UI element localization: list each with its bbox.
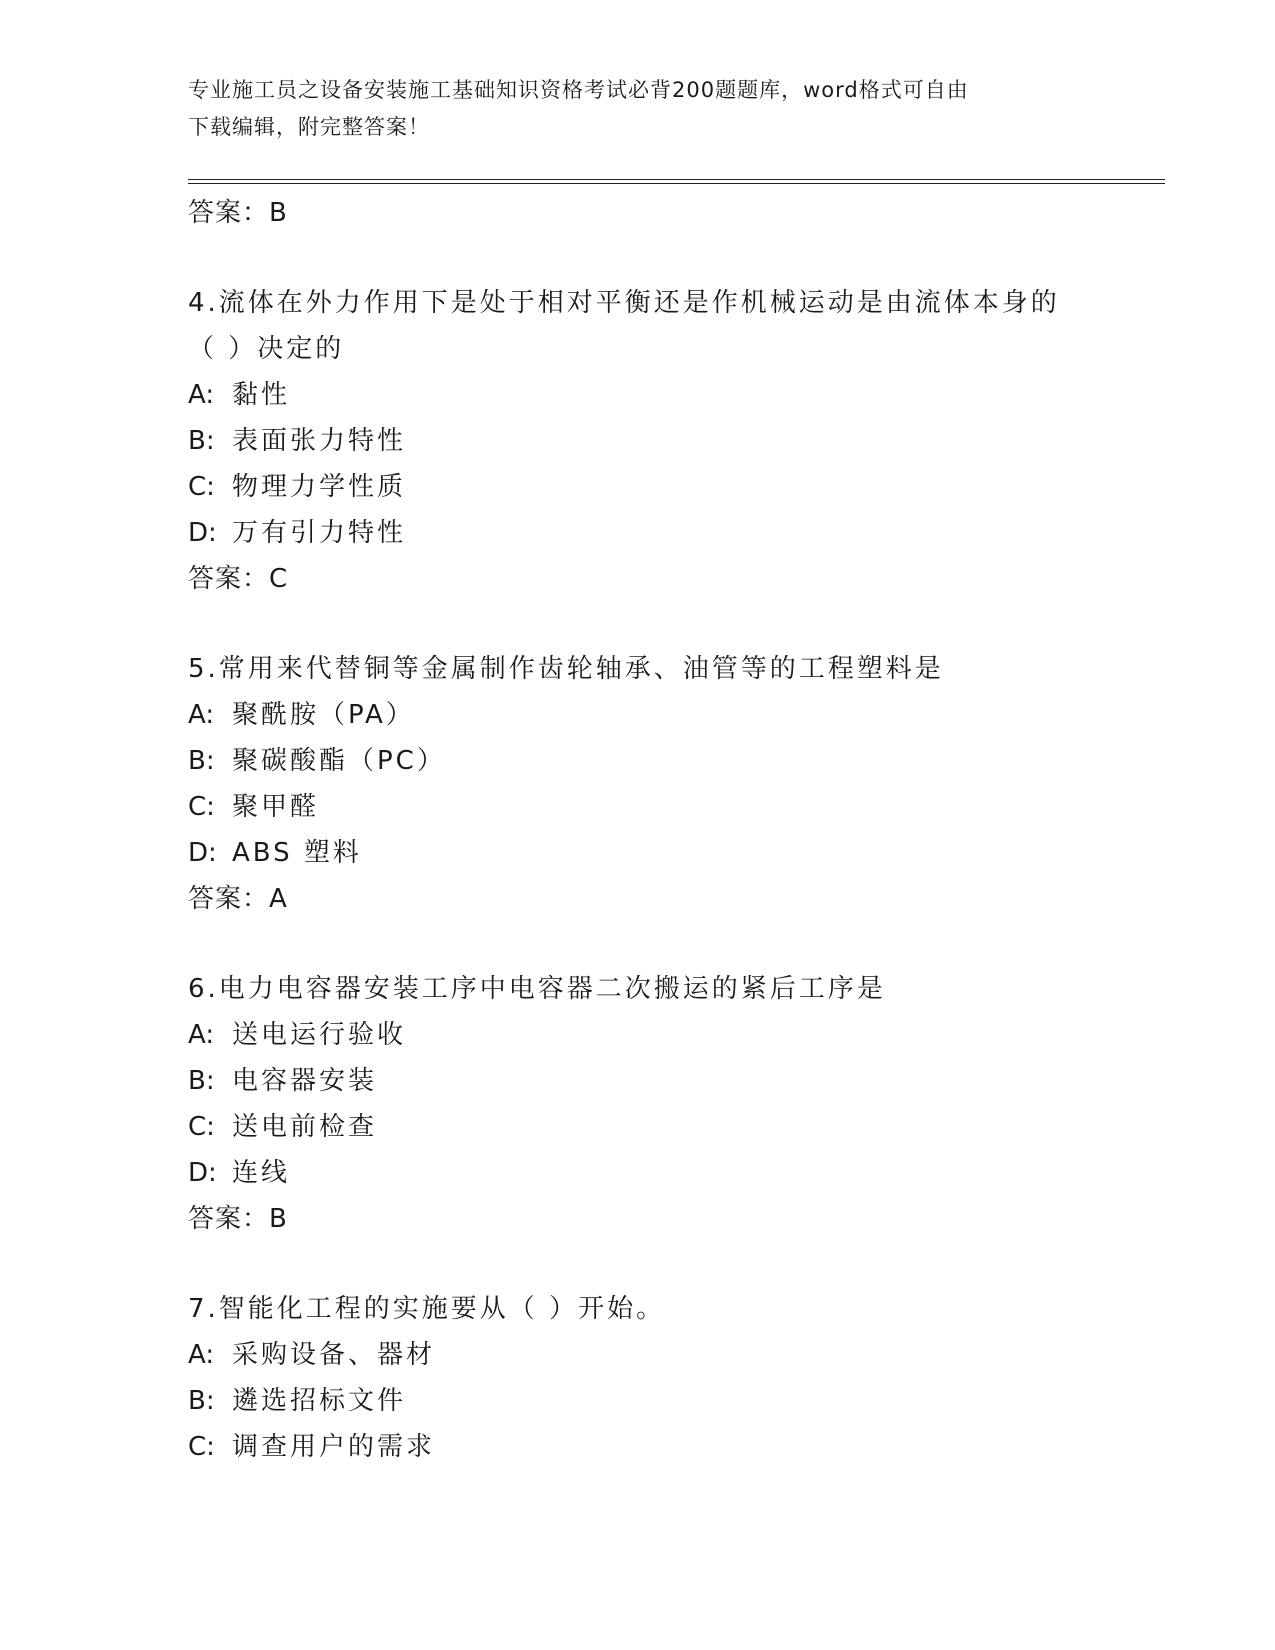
question-7 xyxy=(188,1286,1165,1470)
option-text: 聚甲醛 xyxy=(232,792,320,822)
option-letter: D: xyxy=(188,1158,217,1188)
option-letter: A: xyxy=(188,380,215,410)
option-text: 聚碳酸酯（PC） xyxy=(232,746,446,776)
option-text: 万有引力特性 xyxy=(232,518,407,548)
option-letter: A: xyxy=(188,700,215,730)
header-divider xyxy=(188,179,1165,184)
option-b xyxy=(188,418,1165,464)
option-letter: C: xyxy=(188,1432,215,1462)
header-line-1: 专业施工员之设备安装施工基础知识资格考试必背200题题库，word格式可自由 xyxy=(188,78,969,102)
option-letter: B: xyxy=(188,746,215,776)
question-5 xyxy=(188,646,1165,922)
option-a xyxy=(188,372,1165,418)
option-text: 送电运行验收 xyxy=(232,1020,407,1050)
option-letter: A: xyxy=(188,1340,215,1370)
option-c xyxy=(188,1104,1165,1150)
option-text: 采购设备、器材 xyxy=(232,1340,436,1370)
option-text: 黏性 xyxy=(232,380,291,410)
option-letter: C: xyxy=(188,1112,215,1142)
option-text: ABS 塑料 xyxy=(232,838,362,868)
question-stem: 7.智能化工程的实施要从（ ）开始。 xyxy=(188,1294,666,1324)
option-b xyxy=(188,738,1165,784)
option-text: 电容器安装 xyxy=(232,1066,378,1096)
option-a xyxy=(188,692,1165,738)
question-stem: 5.常用来代替铜等金属制作齿轮轴承、油管等的工程塑料是 xyxy=(188,654,944,684)
document-header xyxy=(188,72,1088,146)
option-a xyxy=(188,1012,1165,1058)
option-letter: B: xyxy=(188,426,215,456)
option-d xyxy=(188,1150,1165,1196)
option-text: 调查用户的需求 xyxy=(232,1432,436,1462)
option-letter: C: xyxy=(188,792,215,822)
question-4 xyxy=(188,280,1165,602)
answer-line: 答案：B xyxy=(188,198,288,228)
option-text: 表面张力特性 xyxy=(232,426,407,456)
option-text: 送电前检查 xyxy=(232,1112,378,1142)
option-d xyxy=(188,510,1165,556)
question-6 xyxy=(188,966,1165,1242)
question-stem: 4.流体在外力作用下是处于相对平衡还是作机械运动是由流体本身的 xyxy=(188,288,1060,318)
option-text: 遴选招标文件 xyxy=(232,1386,407,1416)
option-letter: B: xyxy=(188,1066,215,1096)
option-letter: A: xyxy=(188,1020,215,1050)
option-letter: B: xyxy=(188,1386,215,1416)
option-letter: C: xyxy=(188,472,215,502)
option-d xyxy=(188,830,1165,876)
option-text: 物理力学性质 xyxy=(232,472,407,502)
option-c xyxy=(188,464,1165,510)
question-stem: 6.电力电容器安装工序中电容器二次搬运的紧后工序是 xyxy=(188,974,886,1004)
answer-line: 答案：A xyxy=(188,884,288,914)
option-c xyxy=(188,1424,1165,1470)
option-text: 连线 xyxy=(232,1158,291,1188)
option-text: 聚酰胺（PA） xyxy=(232,700,415,730)
option-c xyxy=(188,784,1165,830)
option-b xyxy=(188,1378,1165,1424)
document-body xyxy=(188,190,1165,1470)
question-stem-continued: （ ）决定的 xyxy=(188,334,345,364)
option-letter: D: xyxy=(188,838,217,868)
header-line-2: 下载编辑，附完整答案！ xyxy=(188,115,430,139)
option-a xyxy=(188,1332,1165,1378)
option-b xyxy=(188,1058,1165,1104)
answer-line: 答案：C xyxy=(188,564,289,594)
option-letter: D: xyxy=(188,518,217,548)
answer-line: 答案：B xyxy=(188,1204,288,1234)
